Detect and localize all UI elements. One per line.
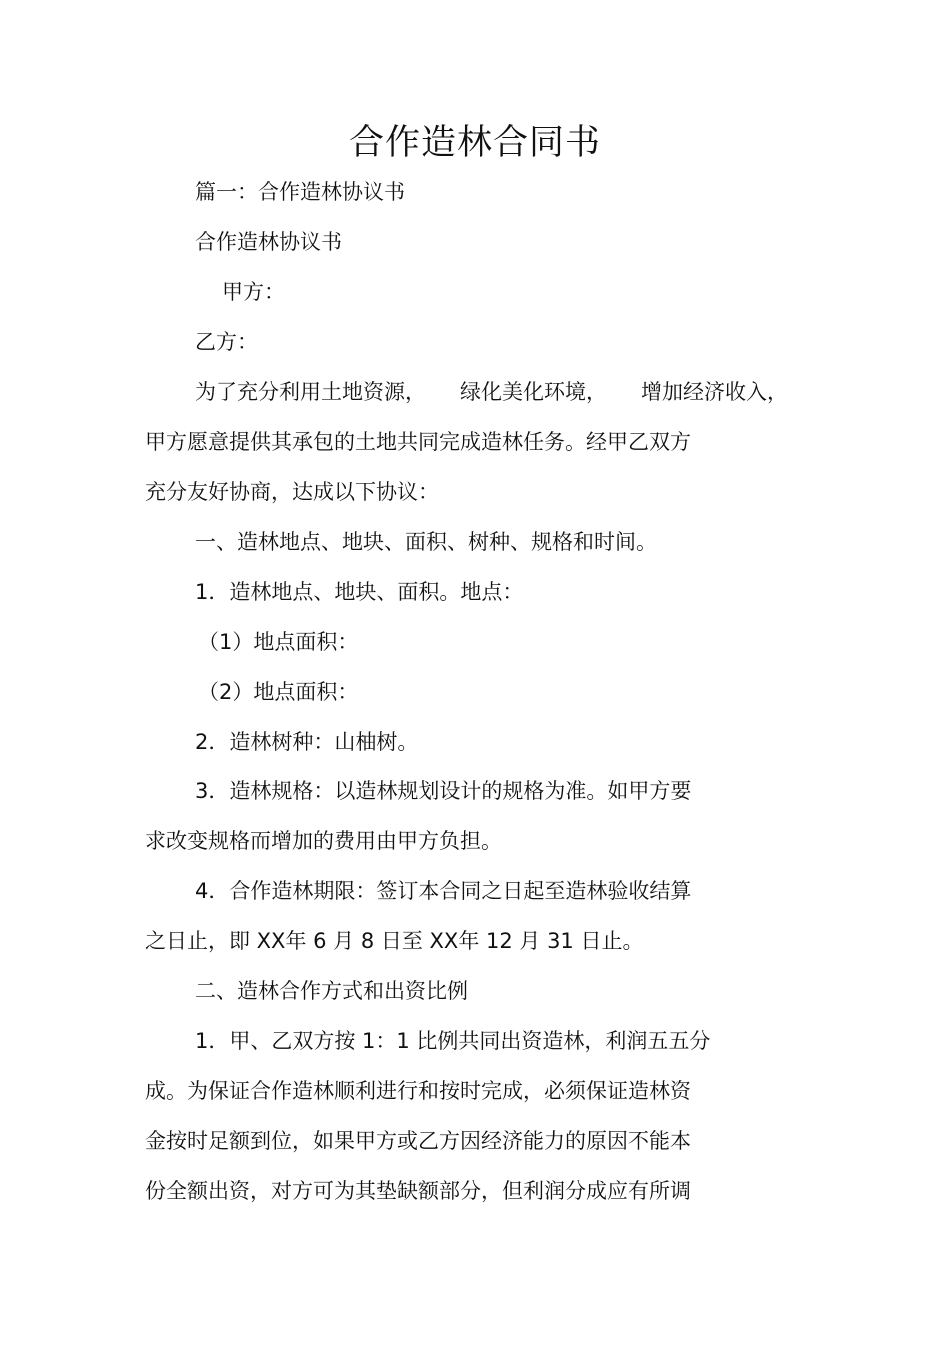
clause-1-2: 2．造林树种：山柚树。 xyxy=(195,730,419,754)
text-line-party-a: 甲方： xyxy=(222,280,285,304)
clause-1-3-line-1: 3．造林规格：以造林规划设计的规格为准。如甲方要 xyxy=(195,779,692,803)
text-line-preamble-3: 充分友好协商，达成以下协议： xyxy=(145,480,439,504)
clause-2-1-line-2: 成。为保证合作造林顺利进行和按时完成，必须保证造林资 xyxy=(145,1079,691,1103)
section-heading-2: 二、造林合作方式和出资比例 xyxy=(195,979,468,1003)
preamble-segment-1: 为了充分利用土地资源， xyxy=(195,380,426,404)
preamble-segment-3: 增加经济收入， xyxy=(641,380,788,404)
preamble-segment-2: 绿化美化环境， xyxy=(460,380,607,404)
clause-1-1-item-1: （1）地点面积： xyxy=(198,630,359,654)
clause-2-1-line-1: 1．甲、乙双方按 1：1 比例共同出资造林，利润五五分 xyxy=(195,1029,711,1053)
clause-2-1-line-4: 份全额出资，对方可为其垫缺额部分，但利润分成应有所调 xyxy=(145,1179,691,1203)
text-line-party-b: 乙方： xyxy=(195,330,258,354)
text-line-preamble-1 xyxy=(195,377,788,407)
text-line-agreement-title: 合作造林协议书 xyxy=(195,230,342,254)
text-line-preamble-2: 甲方愿意提供其承包的土地共同完成造林任务。经甲乙双方 xyxy=(145,430,691,454)
document-title: 合作造林合同书 xyxy=(348,123,601,163)
clause-1-4-line-1: 4．合作造林期限：签订本合同之日起至造林验收结算 xyxy=(195,879,692,903)
clause-1-4-line-2: 之日止，即 XX年 6 月 8 日至 XX年 12 月 31 日止。 xyxy=(145,929,644,953)
text-line-chapter: 篇一：合作造林协议书 xyxy=(195,180,405,204)
clause-2-1-line-3: 金按时足额到位，如果甲方或乙方因经济能力的原因不能本 xyxy=(145,1129,691,1153)
clause-1-1-item-2: （2）地点面积： xyxy=(198,680,359,704)
clause-1-3-line-2: 求改变规格而增加的费用由甲方负担。 xyxy=(145,829,502,853)
clause-1-1: 1．造林地点、地块、面积。地点： xyxy=(195,580,524,604)
section-heading-1: 一、造林地点、地块、面积、树种、规格和时间。 xyxy=(195,530,657,554)
